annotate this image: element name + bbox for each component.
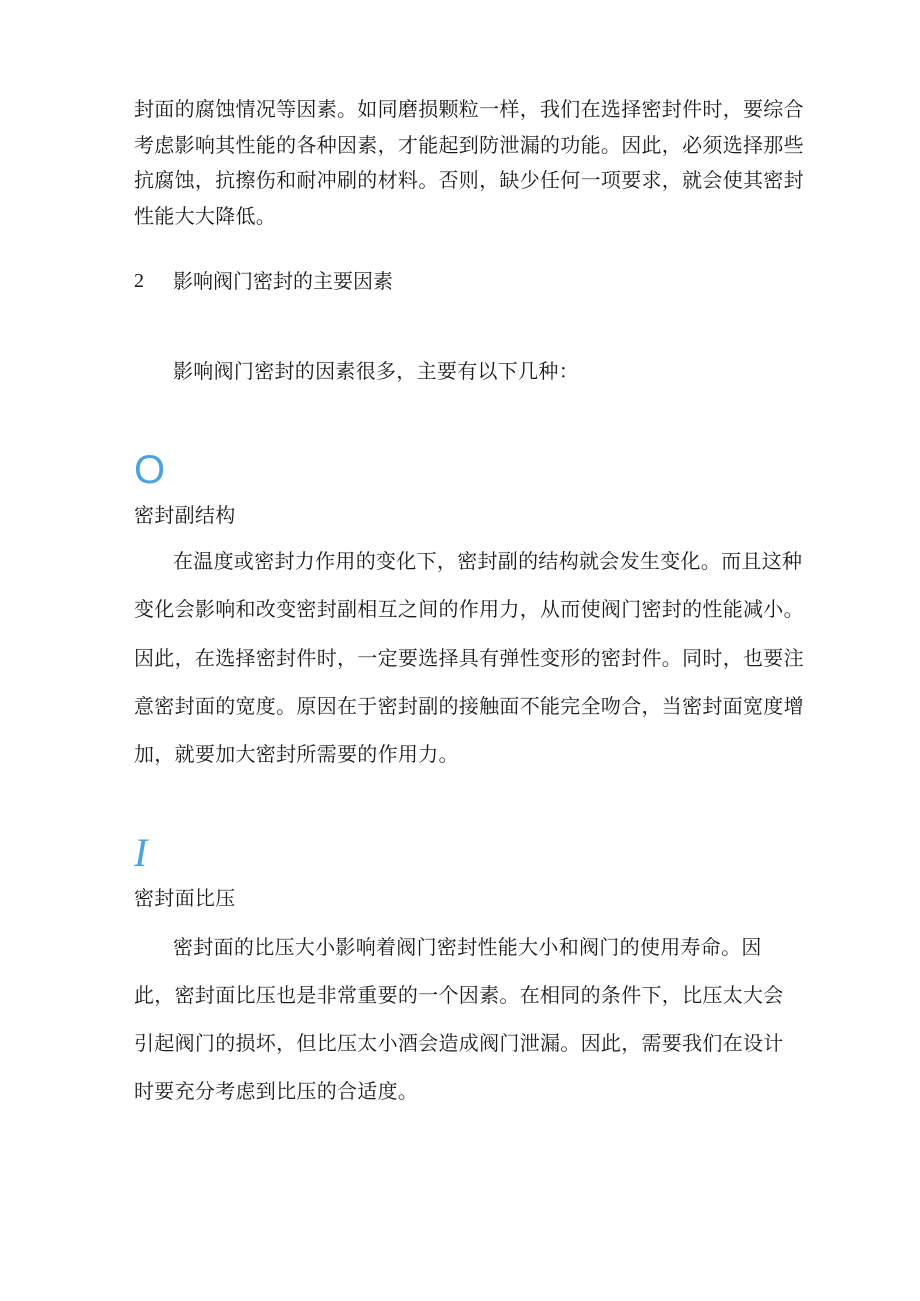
intro-line-3: 抗腐蚀，抗擦伤和耐冲刷的材料。否则，缺少任何一项要求，就会使其密封 — [134, 168, 804, 192]
item1-line-4: 意密封面的宽度。原因在于密封副的接触面不能完全吻合，当密封面宽度增 — [134, 694, 804, 718]
item1-line-5: 加，就要加大密封所需要的作用力。 — [134, 742, 459, 766]
item2-line-3: 引起阀门的损坏，但比压太小酒会造成阀门泄漏。因此，需要我们在设计 — [134, 1031, 784, 1055]
item2-line-1: 密封面的比压大小影响着阀门密封性能大小和阀门的使用寿命。因 — [173, 935, 762, 959]
item1-line-2: 变化会影响和改变密封副相互之间的作用力，从而使阀门密封的性能减小。 — [134, 597, 804, 621]
intro-line-2: 考虑影响其性能的各种因素，才能起到防泄漏的功能。因此，必须选择那些 — [134, 133, 804, 157]
section-lead: 影响阀门密封的因素很多，主要有以下几种： — [173, 359, 579, 383]
intro-line-4: 性能大大降低。 — [134, 204, 277, 228]
item2-marker: I — [134, 830, 148, 875]
item1-heading: 密封副结构 — [134, 503, 236, 527]
section-title: 影响阀门密封的主要因素 — [173, 269, 393, 293]
item1-line-3: 因此，在选择密封件时，一定要选择具有弹性变形的密封件。同时，也要注 — [134, 646, 804, 670]
item2-heading: 密封面比压 — [134, 886, 236, 910]
item2-line-4: 时要充分考虑到比压的合适度。 — [134, 1079, 419, 1103]
intro-line-1: 封面的腐蚀情况等因素。如同磨损颗粒一样，我们在选择密封件时，要综合 — [134, 97, 804, 121]
section-number: 2 — [134, 270, 144, 292]
item1-line-1: 在温度或密封力作用的变化下，密封副的结构就会发生变化。而且这种 — [173, 549, 803, 573]
item1-marker: O — [134, 448, 166, 492]
item2-line-2: 此，密封面比压也是非常重要的一个因素。在相同的条件下，比压太大会 — [134, 983, 784, 1007]
